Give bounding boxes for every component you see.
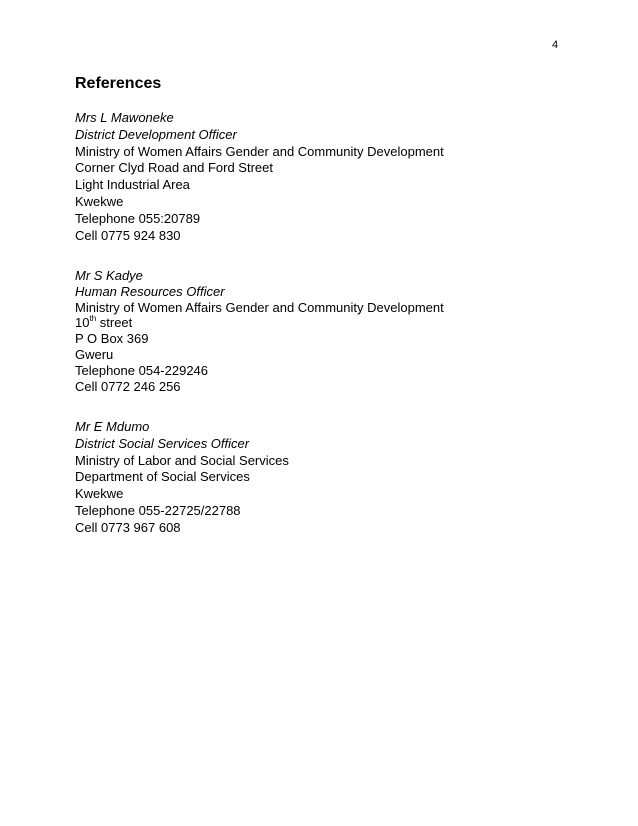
reference-line: Cell 0772 246 256	[75, 378, 181, 394]
reference-title: District Social Services Officer	[75, 435, 250, 451]
reference-line: Ministry of Women Affairs Gender and Community Development	[75, 143, 444, 159]
reference-line: Cell 0773 967 608	[75, 519, 181, 535]
reference-line: Light Industrial Area	[75, 177, 190, 193]
reference-title: Human Resources Officer	[75, 283, 225, 299]
reference-line: Telephone 054-229246	[75, 362, 209, 378]
reference-name: Mrs L Mawoneke	[75, 110, 174, 125]
reference-line: Department of Social Services	[75, 469, 250, 485]
street-number: 10	[75, 315, 90, 331]
reference-block	[75, 268, 575, 394]
reference-title: District Development Officer	[75, 126, 237, 142]
reference-line: Telephone 055-22725/22788	[75, 502, 241, 518]
reference-street-line	[75, 315, 575, 331]
reference-line: Ministry of Women Affairs Gender and Community Development	[75, 299, 444, 315]
street-text: street	[96, 315, 133, 331]
reference-line: Telephone 055:20789	[75, 210, 201, 226]
reference-name: Mr S Kadye	[75, 268, 143, 283]
reference-line: Cell 0775 924 830	[75, 227, 181, 243]
reference-name: Mr E Mdumo	[75, 419, 150, 434]
reference-line: Ministry of Labor and Social Services	[75, 452, 289, 468]
reference-block	[75, 419, 575, 537]
reference-line: Kwekwe	[75, 486, 124, 502]
reference-line: Gweru	[75, 346, 114, 362]
page-number: 4	[552, 39, 559, 51]
reference-line: P O Box 369	[75, 331, 149, 347]
reference-line: Corner Clyd Road and Ford Street	[75, 160, 273, 176]
page-heading: References	[75, 75, 162, 92]
reference-block	[75, 110, 575, 244]
ordinal-suffix: th	[89, 314, 97, 324]
reference-line: Kwekwe	[75, 193, 124, 209]
